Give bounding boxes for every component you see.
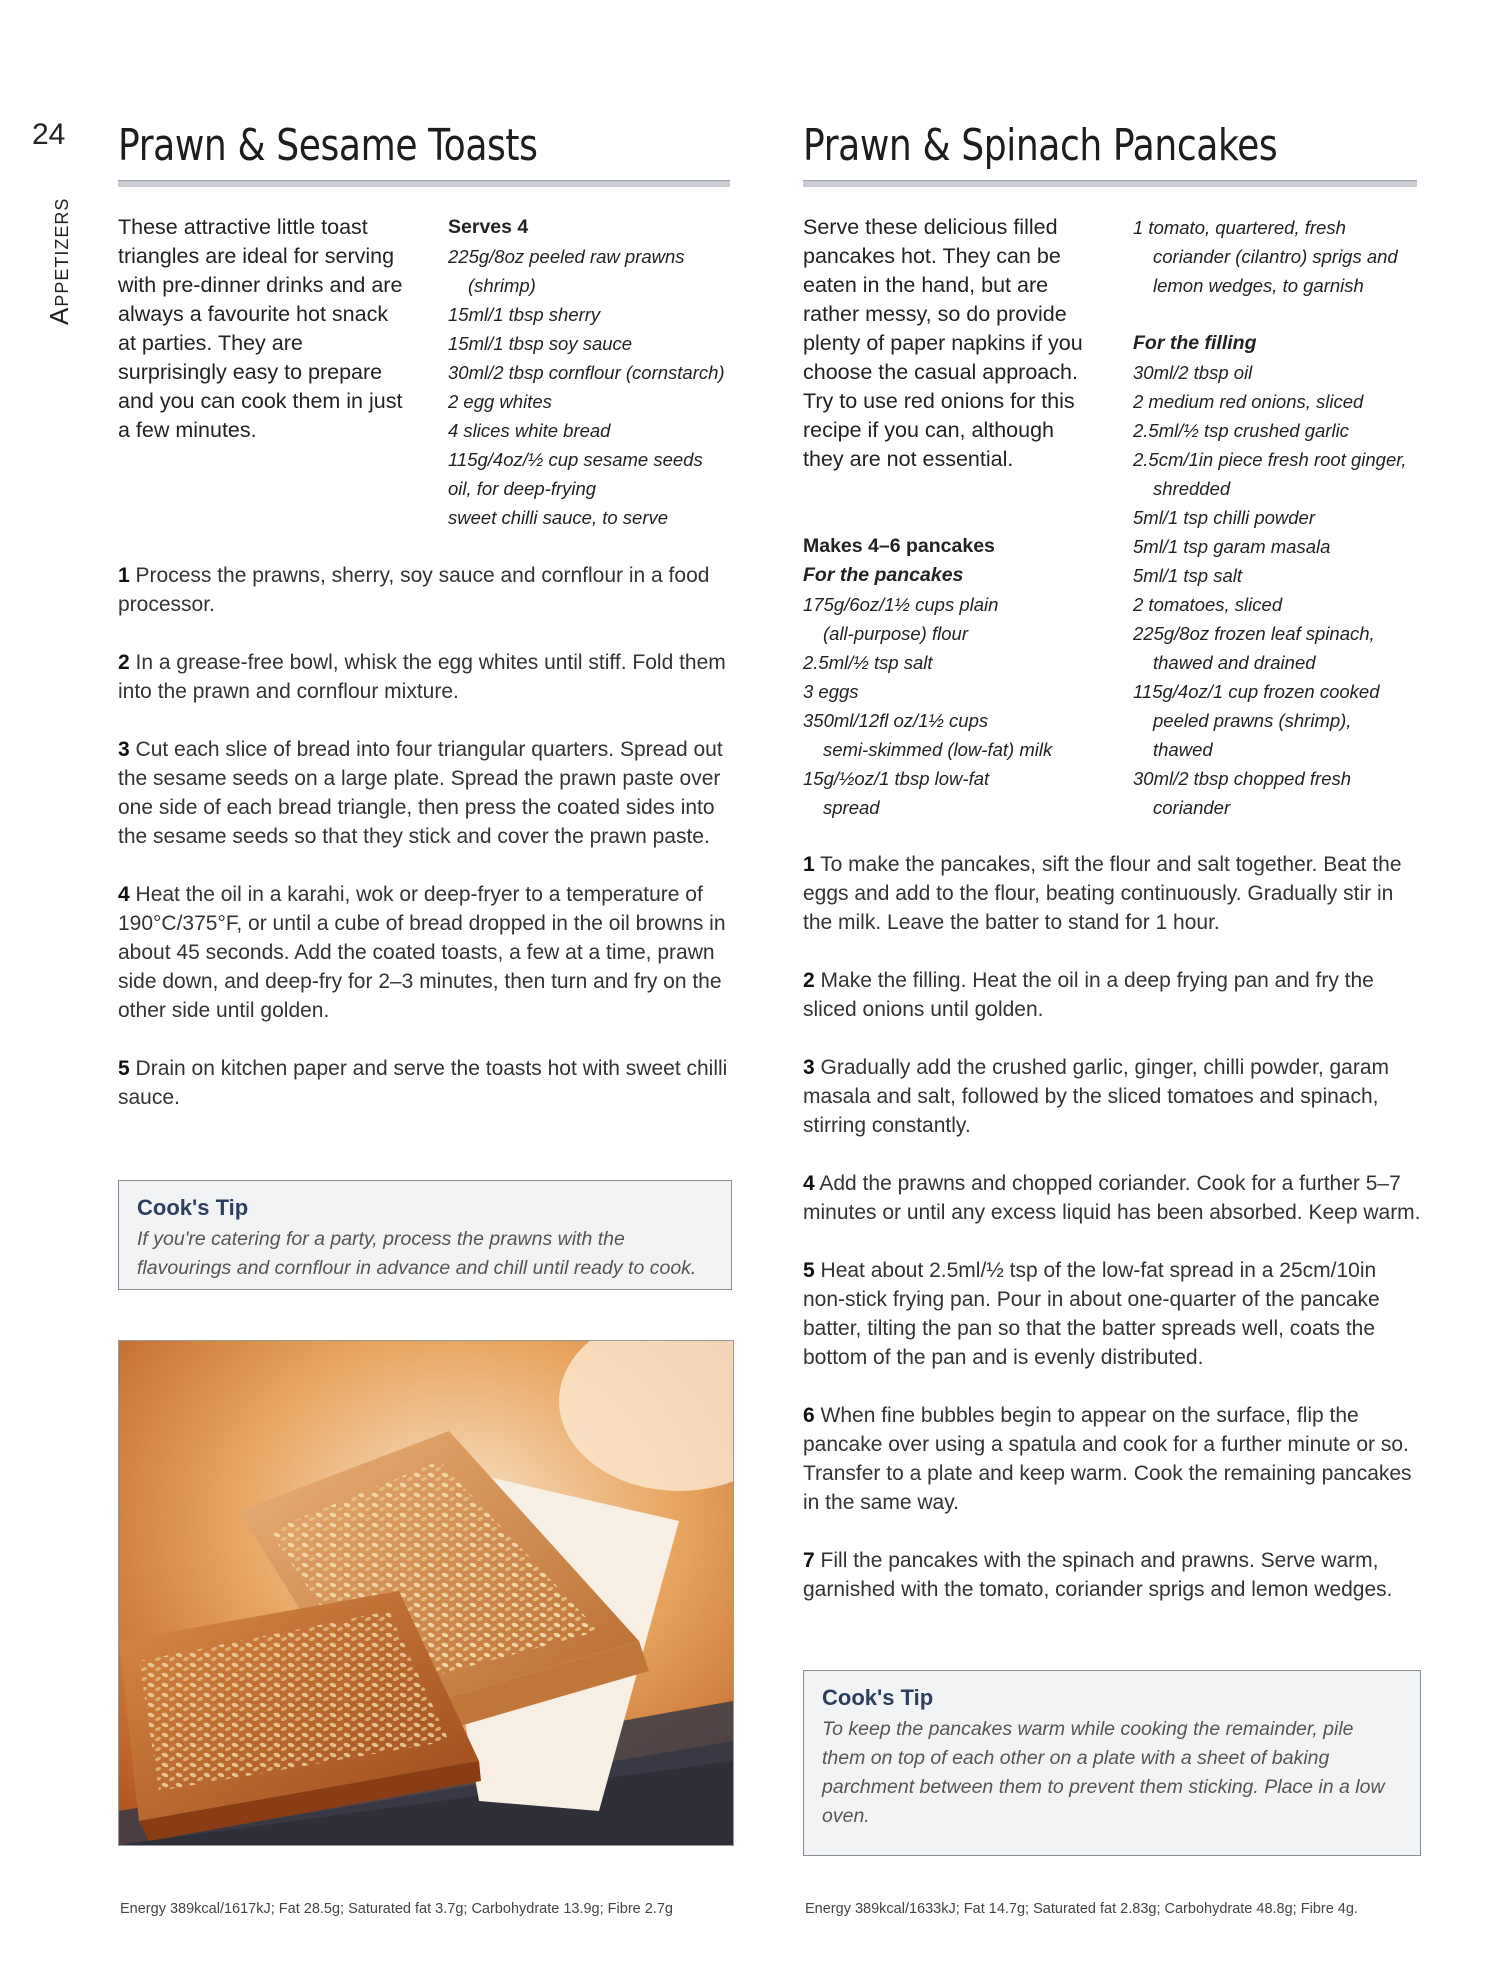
step-number: 4 — [118, 883, 130, 906]
ingredient-line: 175g/6oz/1½ cups plain — [803, 594, 999, 615]
filling-ingredients — [1133, 213, 1463, 822]
ingredient-item — [448, 329, 748, 358]
step-number: 1 — [118, 564, 130, 587]
ingredient-continuation: thawed and drained — [1153, 652, 1316, 673]
right-method — [803, 850, 1423, 1633]
step-text: Add the prawns and chopped coriander. Cook for a further 5–7 minutes or until any excess liquid has been absorbed. Keep warm. — [803, 1172, 1421, 1224]
ingredient-line: 2 egg whites — [448, 391, 552, 412]
step-text: Heat about 2.5ml/½ tsp of the low-fat spread in a 25cm/10in non-stick frying pan. Pour in about one-quarter of the pancake batter, tilting the pan so that the batter spreads well, coats the bottom of the pan and is evenly distributed. — [803, 1259, 1380, 1369]
ingredient-item — [448, 242, 748, 300]
ingredient-item — [1133, 358, 1463, 387]
ingredient-continuation: thawed — [1153, 739, 1213, 760]
method-step — [118, 880, 730, 1025]
right-title-rule — [803, 180, 1417, 187]
step-number: 3 — [803, 1056, 815, 1079]
ingredient-item — [448, 387, 748, 416]
step-text: Make the filling. Heat the oil in a deep frying pan and fry the sliced onions until golden. — [803, 969, 1374, 1021]
left-title-rule — [118, 180, 730, 187]
left-ingredient-list — [448, 242, 748, 532]
ingredient-item — [803, 677, 1103, 706]
ingredient-item — [803, 764, 1103, 822]
step-number: 2 — [803, 969, 815, 992]
ingredient-continuation: (shrimp) — [468, 275, 536, 296]
ingredient-line: 2 tomatoes, sliced — [1133, 594, 1283, 615]
method-step — [118, 735, 730, 851]
filling-heading: For the filling — [1133, 332, 1257, 354]
ingredient-line: 115g/4oz/½ cup sesame seeds — [448, 449, 703, 470]
step-number: 2 — [118, 651, 130, 674]
step-text: Heat the oil in a karahi, wok or deep-fryer to a temperature of 190°C/375°F, or until a cube of bread dropped in the oil browns in about 45 seconds. Add the coated toasts, a few at a time, prawn side down, and deep-fry for 2–3 minutes, then turn and fry on the other side until golden. — [118, 883, 726, 1022]
step-number: 5 — [118, 1057, 130, 1080]
step-number: 1 — [803, 853, 815, 876]
ingredient-continuation: coriander — [1153, 797, 1231, 818]
method-step — [118, 1054, 730, 1112]
ingredient-line: 15g/½oz/1 tbsp low-fat — [803, 768, 990, 789]
step-text: Cut each slice of bread into four triangular quarters. Spread out the sesame seeds on a large plate. Spread the prawn paste over one side of each bread triangle, then press the coated sides into the sesame seeds so that they stick and cover the prawn paste. — [118, 738, 723, 848]
method-step — [803, 1053, 1423, 1140]
ingredient-item — [1133, 677, 1463, 764]
step-number: 7 — [803, 1549, 815, 1572]
ingredient-item — [448, 445, 748, 474]
ingredient-line: 4 slices white bread — [448, 420, 611, 441]
method-step — [803, 850, 1423, 937]
step-number: 6 — [803, 1404, 815, 1427]
ingredient-line: 15ml/1 tbsp soy sauce — [448, 333, 633, 354]
filling-ingredient-list — [1133, 358, 1463, 822]
left-recipe-title: Prawn & Sesame Toasts — [118, 120, 538, 171]
pancake-ingredient-list — [803, 590, 1103, 822]
step-text: In a grease-free bowl, whisk the egg whites until stiff. Fold them into the prawn and cornflour mixture. — [118, 651, 726, 703]
ingredient-line: 30ml/2 tbsp chopped fresh — [1133, 768, 1352, 789]
step-number: 3 — [118, 738, 130, 761]
ingredient-line: 30ml/2 tbsp oil — [1133, 362, 1253, 383]
ingredient-line: 5ml/1 tsp salt — [1133, 565, 1242, 586]
right-intro: Serve these delicious filled pancakes hot. They can be eaten in the hand, but are rather messy, so do provide plenty of paper napkins if you choose the casual approach. Try to use red onions for this recipe if you can, although they are not essential. — [803, 215, 1083, 471]
ingredient-item — [448, 474, 748, 503]
ingredient-item — [1133, 561, 1463, 590]
right-tip-text: To keep the pancakes warm while cooking the remainder, pile them on top of each other on a plate with a sheet of baking parchment between them to prevent them sticking. Place in a low oven. — [822, 1718, 1385, 1827]
prawn-sesame-toast-photo — [118, 1340, 734, 1846]
ingredient-line: oil, for deep-frying — [448, 478, 597, 499]
ingredient-item — [1133, 416, 1463, 445]
ingredient-item — [1133, 619, 1463, 677]
ingredient-item — [448, 416, 748, 445]
step-number: 4 — [803, 1172, 815, 1195]
ingredient-item — [448, 300, 748, 329]
left-intro: These attractive little toast triangles are ideal for serving with pre-dinner drinks and are always a favourite hot snack at parties. They are surprisingly easy to prepare and you can cook them in just a few minutes. — [118, 215, 403, 442]
ingredient-line: 2.5ml/½ tsp crushed garlic — [1133, 420, 1349, 441]
method-step — [118, 648, 730, 706]
step-text: To make the pancakes, sift the flour and salt together. Beat the eggs and add to the flour, beating continuously. Gradually stir in the milk. Leave the batter to stand for 1 hour. — [803, 853, 1402, 934]
ingredient-line: 2.5cm/1in piece fresh root ginger, — [1133, 449, 1407, 470]
method-step — [803, 1546, 1423, 1604]
ingredient-item — [448, 503, 748, 532]
step-text: Drain on kitchen paper and serve the toasts hot with sweet chilli sauce. — [118, 1057, 728, 1109]
right-tip-heading: Cook's Tip — [822, 1685, 934, 1710]
makes-label: Makes 4–6 pancakes — [803, 535, 995, 557]
pancake-ingredients — [803, 532, 1103, 822]
ingredient-item — [1133, 532, 1463, 561]
step-text: Process the prawns, sherry, soy sauce and cornflour in a food processor. — [118, 564, 710, 616]
ingredient-item — [803, 706, 1103, 764]
ingredient-continuation: shredded — [1153, 478, 1231, 499]
right-nutrition: Energy 389kcal/1633kJ; Fat 14.7g; Saturated fat 2.83g; Carbohydrate 48.8g; Fibre 4g. — [805, 1901, 1358, 1917]
left-cooks-tip — [118, 1180, 732, 1290]
ingredient-continuation: semi-skimmed (low-fat) milk — [823, 739, 1053, 760]
ingredient-item — [448, 358, 748, 387]
ingredient-line: 30ml/2 tbsp cornflour (cornstarch) — [448, 362, 725, 383]
ingredient-item — [803, 648, 1103, 677]
page-number: 24 — [32, 118, 66, 151]
ingredient-item — [1133, 590, 1463, 619]
ingredient-line: 115g/4oz/1 cup frozen cooked — [1133, 681, 1380, 702]
ingredient-line: 5ml/1 tsp garam masala — [1133, 536, 1331, 557]
left-ingredients — [448, 213, 748, 532]
step-number: 5 — [803, 1259, 815, 1282]
method-step — [803, 1401, 1423, 1517]
ingredient-item — [803, 590, 1103, 648]
step-text: When fine bubbles begin to appear on the surface, flip the pancake over using a spatula and cook for a further minute or so. Transfer to a plate and keep warm. Cook the remaining pancakes in the same way. — [803, 1404, 1412, 1514]
ingredient-continuation: spread — [823, 797, 880, 818]
method-step — [803, 966, 1423, 1024]
ingredient-line: 5ml/1 tsp chilli powder — [1133, 507, 1315, 528]
ingredient-continuation: (all-purpose) flour — [823, 623, 968, 644]
ingredient-line: 225g/8oz frozen leaf spinach, — [1133, 623, 1375, 644]
ingredient-item — [1133, 445, 1463, 503]
ingredient-line: 350ml/12fl oz/1½ cups — [803, 710, 989, 731]
ingredient-item — [1133, 764, 1463, 822]
ingredient-item — [1133, 387, 1463, 416]
garnish-ingredient — [1133, 213, 1463, 300]
ingredient-line: 3 eggs — [803, 681, 859, 702]
ingredient-line: 2.5ml/½ tsp salt — [803, 652, 933, 673]
garnish-continuation: coriander (cilantro) sprigs and — [1153, 246, 1398, 267]
left-nutrition: Energy 389kcal/1617kJ; Fat 28.5g; Saturated fat 3.7g; Carbohydrate 13.9g; Fibre 2.7g — [120, 1901, 673, 1917]
ingredient-line: 2 medium red onions, sliced — [1133, 391, 1364, 412]
garnish-continuation: lemon wedges, to garnish — [1153, 275, 1364, 296]
left-tip-heading: Cook's Tip — [137, 1195, 249, 1220]
left-method — [118, 561, 730, 1141]
right-recipe-title: Prawn & Spinach Pancakes — [803, 120, 1278, 171]
ingredient-line: 225g/8oz peeled raw prawns — [448, 246, 685, 267]
garnish-line: 1 tomato, quartered, fresh — [1133, 217, 1346, 238]
serves-label: Serves 4 — [448, 216, 529, 238]
method-step — [803, 1256, 1423, 1372]
ingredient-item — [1133, 503, 1463, 532]
ingredient-line: 15ml/1 tbsp sherry — [448, 304, 601, 325]
pancakes-heading: For the pancakes — [803, 564, 964, 586]
step-text: Gradually add the crushed garlic, ginger, chilli powder, garam masala and salt, followed by the sliced tomatoes and spinach, stirring constantly. — [803, 1056, 1390, 1137]
method-step — [803, 1169, 1423, 1227]
step-text: Fill the pancakes with the spinach and prawns. Serve warm, garnished with the tomato, coriander sprigs and lemon wedges. — [803, 1549, 1393, 1601]
left-tip-text: If you're catering for a party, process the prawns with the flavourings and cornflour in advance and chill until ready to cook. — [137, 1228, 697, 1279]
section-label: Appetizers — [44, 197, 74, 325]
right-cooks-tip — [803, 1670, 1421, 1856]
method-step — [118, 561, 730, 619]
ingredient-continuation: peeled prawns (shrimp), — [1153, 710, 1352, 731]
ingredient-line: sweet chilli sauce, to serve — [448, 507, 669, 528]
